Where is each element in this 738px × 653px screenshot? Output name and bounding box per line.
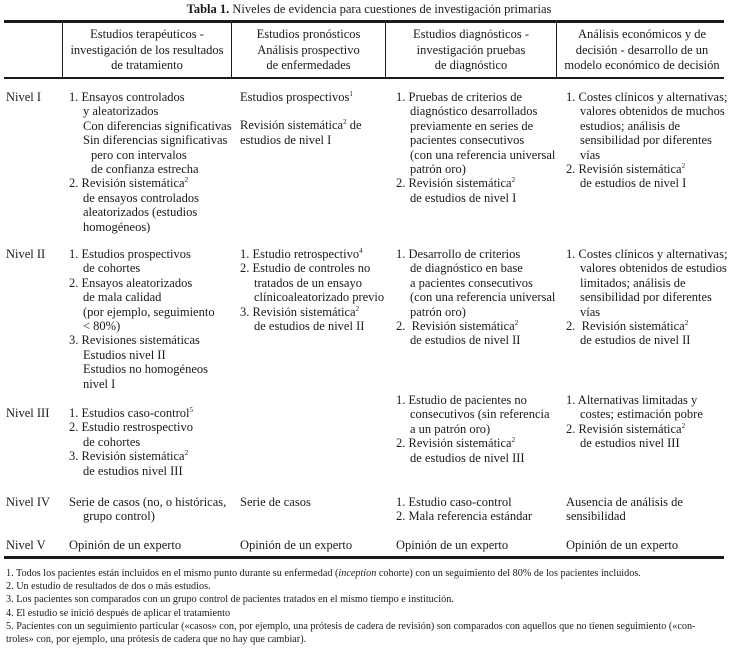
cell-line: 2. Revisión sistemática [396,319,515,334]
cell-n2-prognostic [240,247,384,333]
cell-line: 2. Revisión sistemática [69,176,185,191]
footnote-italic: inception [338,568,377,579]
cell-n4-economic [566,495,683,524]
footnote-ref: 1 [349,89,353,98]
footnote-1 [6,567,731,580]
header-line: Estudios diagnósticos - [413,27,529,41]
footnote-ref: 4 [359,246,363,255]
cell-line: de mala calidad [83,290,162,305]
footnote-ref: 2 [511,176,516,185]
cell-line: 1. Desarrollo de criterios [396,247,521,261]
cell-line: (por ejemplo, seguimiento [83,304,215,319]
cell-line: Estudios nivel II [83,347,166,362]
cell-line: clínicoaleatorizado previo [254,290,385,305]
cell-line: 2. Mala referencia estándar [396,509,533,524]
footnote-ref: 2 [681,421,686,430]
cell-line: (con una referencia universal [410,290,556,305]
cell-line: 1. Estudio retrospectivo [240,247,360,261]
cell-line: 2. Revisión sistemática [396,436,512,451]
cell-line: diagnóstico desarrollados [410,104,538,119]
header-economic [557,27,727,74]
table-header-rule [4,77,724,79]
cell-line: patrón oro) [410,304,466,319]
cell-line: de [346,118,362,133]
footnote-text: 1. Todos los pacientes están incluidos en el mismo punto durante su enfermedad ( [6,568,339,579]
header-line: modelo económico de decisión [564,58,720,72]
cell-line: Ausencia de análisis de [566,495,683,509]
cell-line: de cohortes [83,261,141,276]
header-line: Estudios pronósticos [256,27,361,41]
table-top-rule [4,20,724,23]
cell-line: de confianza estrecha [91,162,199,177]
header-line: Análisis económicos y de [577,27,707,41]
cell-line: de estudios de nivel II [580,333,691,348]
level-label: Nivel III [6,406,50,420]
cell-line: de estudios de nivel II [254,319,365,334]
level-label: Nivel I [6,90,42,104]
cell-line: vías [580,304,601,319]
cell-line: de cohortes [83,434,141,449]
cell-line: Opinión de un experto [566,538,679,552]
footnote-4: 4. El estudio se inició después de aplicar el tratamiento [6,607,231,619]
cell-n2-economic [566,247,727,348]
cell-line: tratados de un ensayo [254,275,362,290]
header-line: Estudios terapéuticos - [90,27,204,41]
cell-line: 2. Revisión sistemática [566,421,682,436]
cell-n1-therapeutic [69,90,232,234]
cell-line: < 80%) [83,319,121,334]
header-prognostic [232,27,385,74]
cell-line: Sin diferencias significativas [83,133,228,148]
cell-line: de estudios de nivel II [410,333,521,348]
cell-line: costes; estimación pobre [580,407,703,422]
cell-line: 1. Pruebas de criterios de [396,90,523,104]
cell-line: 2. Estudio de controles no [240,261,371,276]
footnote-ref: 5 [189,405,193,414]
cell-line: valores obtenidos de estudios [580,261,727,276]
footnote-5-cont: troles» con, por ejemplo, una prótesis de cadera que no hay que cambiar). [6,634,307,646]
caption-label: Tabla 1. [186,2,230,16]
cell-line: 3. Revisión sistemática [69,449,185,464]
cell-line: 2. Revisión sistemática [396,176,512,191]
cell-n1-prognostic [240,90,362,147]
header-line: investigación pruebas [416,42,526,57]
cell-line: 1. Estudio caso-control [396,495,512,509]
footnote-ref: 2 [511,436,516,445]
table-caption [0,2,738,17]
cell-line: homogéneos) [83,219,151,234]
header-line: investigación de los resultados [70,42,224,57]
cell-line: Estudios prospectivos [240,90,350,104]
cell-line: 2. Ensayos aleatorizados [69,275,193,290]
cell-line: Opinión de un experto [240,538,353,552]
cell-line: de estudios nivel III [580,436,680,451]
table-bottom-rule [4,556,724,559]
footnote-ref: 2 [684,318,689,327]
cell-n3-economic [566,393,703,451]
cell-line: 1. Costes clínicos y alternativas; [566,90,728,104]
cell-line: pero con intervalos [91,147,187,162]
footnote-ref: 2 [355,304,360,313]
level-label: Nivel II [6,247,46,261]
cell-n5-economic [566,538,678,552]
cell-line: 1. Estudio de pacientes no [396,393,527,407]
footnote-ref: 2 [514,318,519,327]
header-line: de enfermedades [266,58,351,72]
cell-n2-therapeutic [69,247,215,391]
cell-line: (con una referencia universal [410,147,556,162]
cell-n1-economic [566,90,727,191]
cell-line: Con diferencias significativas [83,118,232,133]
cell-n4-diagnostic [396,495,532,524]
cell-line: limitados; análisis de [580,275,686,290]
cell-line: Opinión de un experto [69,538,182,552]
level-label: Nivel V [6,538,46,552]
cell-line: 1. Ensayos controlados [69,90,185,104]
cell-line: 1. Estudios caso-control [69,406,190,420]
cell-line: Revisión sistemática [240,118,344,133]
footnote-ref: 2 [343,118,347,127]
cell-line: 2. Estudio restrospectivo [69,420,193,435]
cell-line: 3. Revisión sistemática [240,304,356,319]
cell-line: grupo control) [83,509,155,524]
cell-n3-diagnostic [396,393,550,465]
cell-line: estudios de nivel I [240,132,332,147]
cell-line: estudios; análisis de [580,118,680,133]
cell-line: aleatorizados (estudios [83,205,198,220]
footnote-text: cohorte) con un seguimiento del 80% de los pacientes incluidos. [376,568,641,579]
cell-line: 1. Costes clínicos y alternativas; [566,247,728,261]
cell-line: nivel I [83,376,116,391]
footnote-3: 3. Los pacientes son comparados con un grupo control de pacientes tratados en el mismo tiempo e institución. [6,594,454,606]
cell-line: 1. Estudios prospectivos [69,247,191,261]
cell-line: 1. Alternativas limitadas y [566,393,698,407]
cell-line: de estudios de nivel I [410,190,517,205]
cell-line: 2. Revisión sistemática [566,319,685,334]
cell-line: sensibilidad [566,509,626,524]
footnote-ref: 2 [184,449,189,458]
cell-line: a pacientes consecutivos [410,275,533,290]
cell-line: sensibilidad por diferentes [580,133,712,148]
caption-text: Niveles de evidencia para cuestiones de investigación primarias [229,2,552,16]
footnote-5: 5. Pacientes con un seguimiento particular («casos» con, por ejemplo, una prótesis de cadera de revisión) son comparados con aquellos que no tienen seguimiento («con- [6,620,696,632]
cell-line: Estudios no homogéneos [83,362,208,377]
cell-line: de estudios nivel III [83,463,183,478]
cell-n5-therapeutic [69,538,181,552]
cell-n1-diagnostic [396,90,555,205]
header-line: de tratamiento [111,58,183,72]
cell-line: vías [580,147,601,162]
cell-line: consecutivos (sin referencia [410,407,550,422]
cell-n2-diagnostic [396,247,555,348]
cell-line: y aleatorizados [83,104,159,119]
level-label: Nivel IV [6,495,51,509]
cell-line: 3. Revisiones sistemáticas [69,333,200,348]
header-diagnostic [386,27,556,74]
cell-line: Serie de casos (no, o históricas, [69,495,227,509]
cell-line: de estudios de nivel I [580,176,687,191]
cell-line: 2. Revisión sistemática [566,162,682,177]
header-therapeutic [63,27,231,74]
cell-line: patrón oro) [410,162,466,177]
cell-n5-prognostic [240,538,352,552]
table-footnotes [6,567,731,646]
cell-n3-therapeutic [69,406,193,478]
cell-line: pacientes consecutivos [410,133,525,148]
cell-line: de estudios de nivel III [410,450,525,465]
footnote-2: 2. Un estudio de resultados de dos o más estudios. [6,581,211,593]
header-line: Análisis prospectivo [257,42,360,57]
cell-line: sensibilidad por diferentes [580,290,712,305]
cell-line: de ensayos controlados [83,190,199,205]
cell-n4-therapeutic [69,495,226,524]
header-line: de diagnóstico [434,58,508,72]
footnote-ref: 2 [184,176,189,185]
cell-line: valores obtenidos de muchos [580,104,725,119]
header-line: decisión - desarrollo de un [575,42,709,57]
cell-line: Serie de casos [240,495,311,509]
cell-line: previamente en series de [410,118,534,133]
cell-n5-diagnostic [396,538,508,552]
cell-line: de diagnóstico en base [410,261,523,276]
cell-n4-prognostic [240,495,311,509]
cell-line: Opinión de un experto [396,538,509,552]
footnote-ref: 2 [681,161,686,170]
cell-line: a un patrón oro) [410,421,491,436]
